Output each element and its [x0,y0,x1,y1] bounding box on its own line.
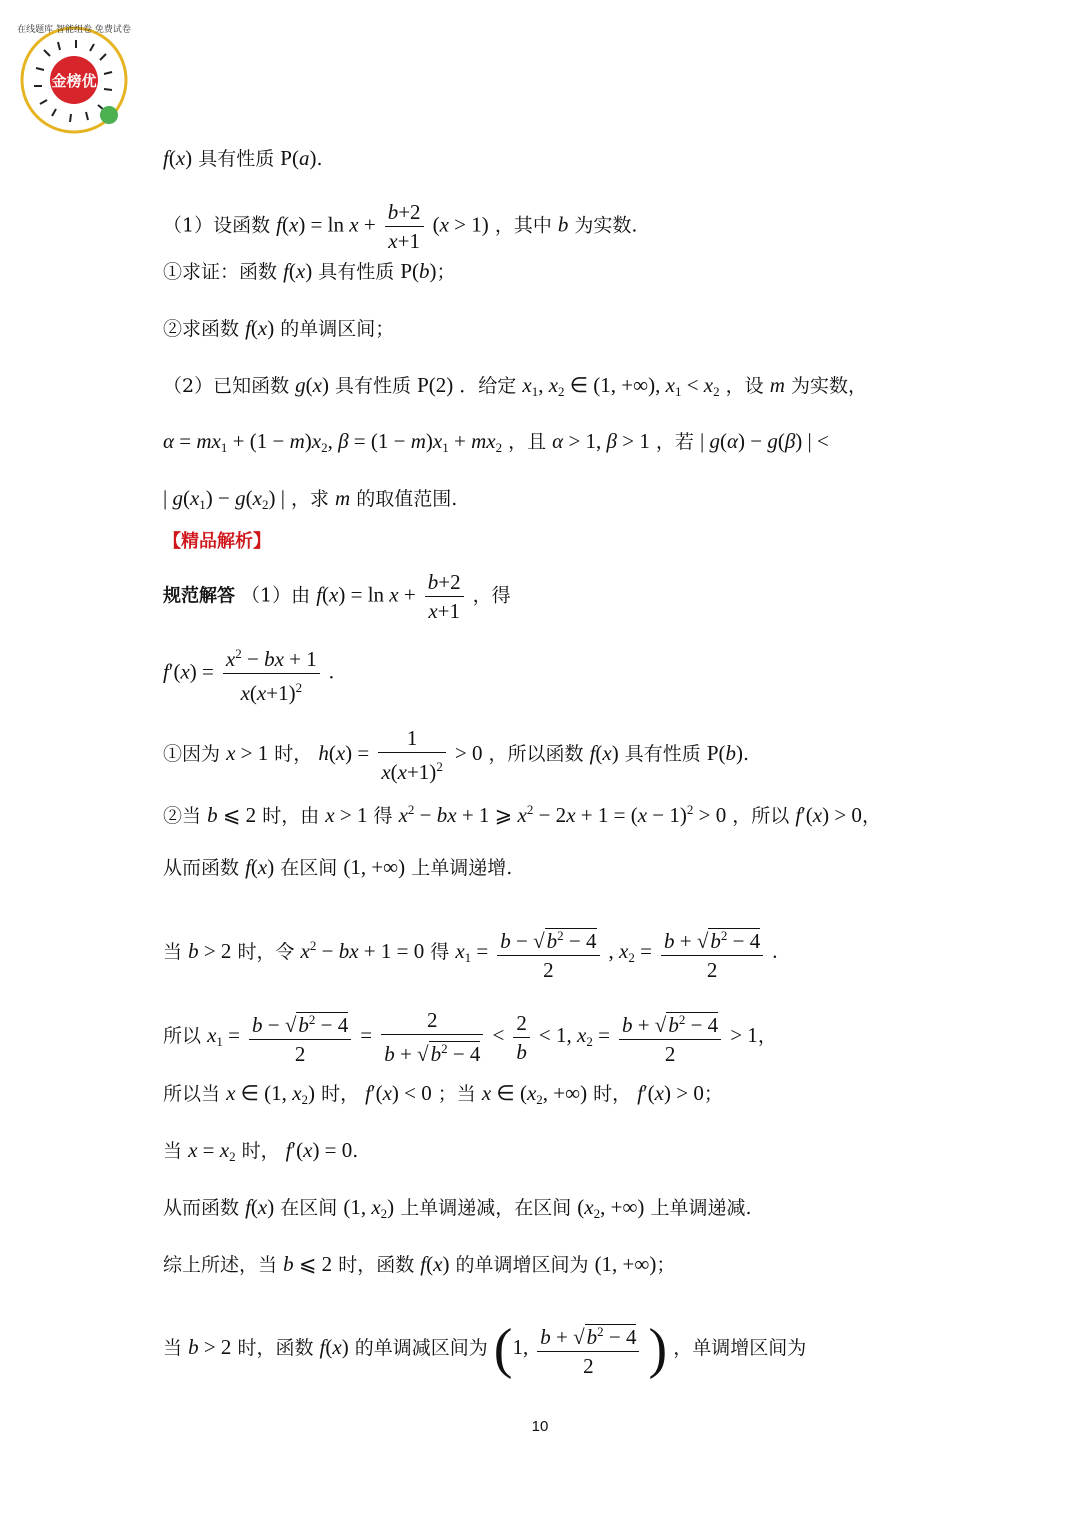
s6-label: 所以当 [163,1083,221,1105]
s4-when: 时，令 [237,941,295,963]
fraction: $\frac{b+2}{x+1}$ [385,198,424,255]
page-number: 10 [531,1418,549,1435]
fraction: $\frac{x^2 - bx + 1}{x(x+1)^2}$ [223,640,320,707]
part2-mid: 具有性质 [335,375,412,397]
s2-so: ，所以 [732,805,790,827]
s2-line: ②当 b ⩽ 2 时，由 x > 1 得 $x^2$ − bx + 1 ⩾ $x^2 - 2x + 1 = (x - 1)^2 > 0$ ，所以 f′(x) > 0， [163,802,881,827]
s1-tail: 具有性质 [624,743,701,765]
part1-tail: 为实数. [574,214,638,237]
part2-real: 为实数， [790,375,867,397]
s8-tail: 上单调递减. [650,1197,752,1219]
s4-label: 当 [163,941,183,963]
s9-mid: 的单调增区间为 [455,1254,589,1276]
s4-get: 得 [430,941,450,963]
s6-sep: ；当 [437,1083,476,1105]
part2c-ask: ，求 [290,488,329,510]
q2-label: ②求函数 [163,318,240,340]
s10-label: 当 [163,1337,183,1359]
s10-tail: ，单调增区间为 [673,1337,807,1359]
intro-line: f(x) 具有性质 P(a). [163,146,323,170]
s2-label: ②当 [163,805,202,827]
sol-intro-get: ，得 [472,584,511,607]
part2-give: ．给定 [459,375,517,397]
s2-get: 得 [373,805,393,827]
s3-mid: 在区间 [280,857,338,879]
s3-text: 从而函数 [163,857,240,879]
s1-label: ①因为 [163,743,221,765]
logo-badge-text: 金榜优 [51,72,97,90]
part2c-line: | g(x1) − g(x2) | ，求 m 的取值范围. [163,486,458,512]
s8-dec: 上单调递减，在区间 [400,1197,572,1219]
part2b-and: ，且 [508,431,547,453]
fraction: $\frac{2}{b}$ [513,1009,530,1066]
s9-text: 综上所述，当 [163,1254,278,1276]
s1-line: ①因为 x > 1 时， h(x) = $\frac{1}{x(x+1)^2}$ > 0 ，所以函数 f(x) 具有性质 P(b). [163,726,750,784]
s9-when: 时，函数 [338,1254,415,1276]
derivative-line: f′(x) = $\frac{x^2 - bx + 1}{x(x+1)^2}$ . [163,640,334,707]
intro-text: 具有性质 [198,148,275,170]
s1-so: ，所以函数 [488,743,584,765]
s5-label: 所以 [163,1025,202,1047]
s5-line: 所以 x1 = $\frac{b - √b^2 - 4}{2}$ = $\frac{2}{b + √b^2 - 4}$ < $\frac{2}{b}$ < 1, x2 = $\frac{b + √b^2 - 4}{2}$ > 1， [163,1008,777,1066]
s8-mid: 在区间 [280,1197,338,1219]
fraction: $\frac{b + √b^2 - 4}{2}$ [661,922,763,984]
s3-tail: 上单调递增. [411,857,513,879]
s2-when: 时，由 [262,805,320,827]
s3-line: 从而函数 f(x) 在区间 (1, +∞) 上单调递增. [163,855,513,879]
solution-header: 【精品解析】 [163,531,271,552]
s10-when: 时，函数 [237,1337,314,1359]
s9-line: 综上所述，当 b ⩽ 2 时，函数 f(x) 的单调增区间为 (1, +∞)； [163,1252,676,1276]
s1-when: 时， [274,743,313,765]
part2c-tail: 的取值范围. [356,488,458,510]
fraction: $\frac{b + √b^2 - 4}{2}$ [537,1318,639,1380]
logo-ring-text: 在线题库 智能组卷 免费试卷 [17,25,131,35]
s6-when: 时， [321,1083,360,1105]
fraction: $\frac{b + √b^2 - 4}{2}$ [619,1006,721,1068]
fraction: $\frac{1}{x(x+1)^2}$ [378,724,446,786]
part2b-line: α = mx1 + (1 − m)x2, β = (1 − m)x1 + mx2 ，且 α > 1, β > 1 ，若 | g(α) − g(β) | < [163,429,829,455]
s7-label: 当 [163,1140,183,1162]
sol-intro-step: （1）由 [241,584,311,607]
s4-line: 当 b > 2 时，令 $x^2$ − bx + 1 = 0 得 x1 = $\frac{b - √b^2 - 4}{2}$ , x2 = $\frac{b + √b^2 - 4}{2}$ . [163,922,778,984]
q1-label: ①求证：函数 [163,261,278,283]
part1-label: （1）设函数 [163,214,271,237]
s6-line: 所以当 x ∈ (1, x2) 时， f′(x) < 0 ；当 x ∈ (x2, +∞) 时， f′(x) > 0； [163,1081,723,1107]
jinbangyou-logo [14,20,134,135]
s10-mid: 的单调减区间为 [354,1337,488,1359]
s8-line: 从而函数 f(x) 在区间 (1, x2) 上单调递减，在区间 (x2, +∞) 上单调递减. [163,1195,752,1221]
fraction: $\frac{b - √b^2 - 4}{2}$ [497,922,599,984]
part1-cond: ，其中 [494,214,552,237]
fraction: $\frac{b+2}{x+1}$ [425,568,464,625]
s7-when: 时， [241,1140,280,1162]
q2-line: ②求函数 f(x) 的单调区间； [163,316,395,340]
q2-tail: 的单调区间； [280,318,395,340]
sol-intro-line: 规范解答 （1）由 f(x) = ln x + $\frac{b+2}{x+1}$ ，得 [163,570,511,623]
part2-line: （2）已知函数 g(x) 具有性质 P(2) ．给定 x1, x2 ∈ (1, +∞), x1 < x2 ，设 m 为实数， [163,373,867,399]
q1-line: ①求证：函数 f(x) 具有性质 P(b)； [163,259,456,283]
part2-set: ，设 [725,375,764,397]
s7-line: 当 x = x2 时， f′(x) = 0. [163,1138,359,1164]
s8-text: 从而函数 [163,1197,240,1219]
part1-line: （1）设函数 f(x) = ln x + $\frac{b+2}{x+1}$ (x > 1) ，其中 b 为实数. [163,200,638,253]
s6-when2: 时， [593,1083,632,1105]
s10-line: 当 b > 2 时，函数 f(x) 的单调减区间为 (1, $\frac{b + √b^2 - 4}{2}$ ) ，单调增区间为 [163,1318,807,1380]
fraction: $\frac{b - √b^2 - 4}{2}$ [249,1006,351,1068]
sol-intro-label: 规范解答 [163,585,235,607]
part2-label: （2）已知函数 [163,375,290,397]
fraction: $\frac{2}{b + √b^2 - 4}$ [381,1006,483,1068]
part2b-if: ，若 [655,431,694,453]
q1-tail: 具有性质 [318,261,395,283]
